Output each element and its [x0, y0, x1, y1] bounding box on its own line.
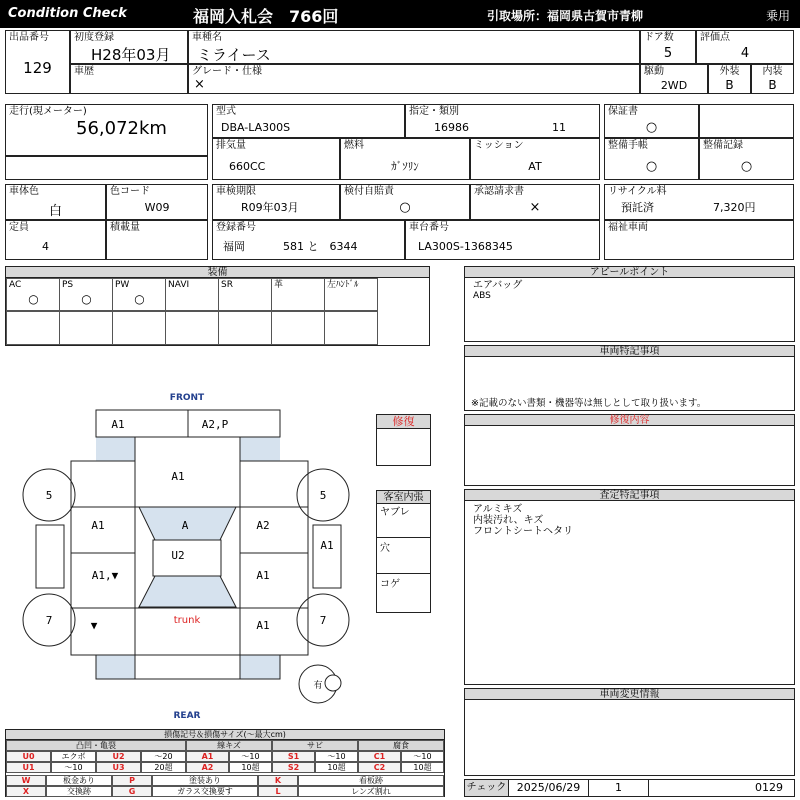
- check-lot: 0129: [755, 781, 783, 794]
- load-box: [106, 220, 208, 260]
- legend-cell: C1: [358, 751, 401, 762]
- color-code-label: 色コード: [110, 186, 150, 197]
- displacement-value: 660CC: [229, 160, 266, 173]
- legend-group-4: 腐食: [358, 740, 444, 751]
- legend-cell: 〜10: [51, 762, 96, 773]
- brand-label: Condition Check: [8, 6, 127, 21]
- category-label: 乗用: [766, 9, 791, 23]
- tire-fl: 5: [45, 489, 53, 502]
- legend-title: 損傷記号＆損傷サイズ(〜最大cm): [6, 730, 444, 740]
- spec-value: ×: [194, 77, 205, 92]
- designation-box: [405, 104, 600, 138]
- history-box: [70, 64, 188, 94]
- mark-sill-r: A1: [320, 539, 334, 552]
- warranty-extra: [699, 104, 794, 138]
- mission-value: AT: [528, 160, 542, 173]
- header-bar: [0, 0, 800, 28]
- legend-cell: 10超: [229, 762, 272, 773]
- legend-code-cell: 塗装あり: [152, 775, 258, 786]
- model-value: DBA-LA300S: [221, 121, 291, 134]
- first-reg-value: H28年03月: [91, 46, 171, 64]
- legend-cell: 10超: [315, 762, 358, 773]
- legend-code-cell: レンズ割れ: [298, 786, 444, 797]
- ext-label: 外装: [719, 66, 740, 77]
- equipment-label-1: AC: [9, 280, 22, 290]
- equipment-blank-2: [59, 311, 113, 345]
- fuel-value: ｶﾞｿﾘﾝ: [391, 160, 419, 173]
- drive-box: [640, 64, 708, 94]
- mark-q-r: A1: [256, 619, 270, 632]
- equipment-6: [271, 278, 325, 311]
- lot-number: 129: [23, 59, 52, 77]
- equipment-2: [59, 278, 113, 311]
- interior-title: 客室内張: [377, 491, 430, 504]
- class-number: 11: [552, 121, 566, 134]
- legend-cell: A2: [186, 762, 229, 773]
- grade-box: [696, 30, 794, 64]
- legend-cell: 10超: [401, 762, 444, 773]
- inspection-notes-title: 査定特記事項: [465, 490, 794, 501]
- equipment-3: [112, 278, 166, 311]
- appeal-line-1: エアバッグ: [473, 280, 523, 291]
- service-record-value: ○: [740, 159, 753, 174]
- service-book-box: [604, 138, 699, 180]
- mark-bumper-r: A2,P: [201, 418, 229, 431]
- auction-title: 福岡入札会 766回: [193, 7, 339, 26]
- model-box: [212, 104, 405, 138]
- legend-code-cell: L: [258, 786, 298, 797]
- spare-label: 有: [313, 681, 323, 691]
- mark-f-fender-l: A1: [91, 519, 105, 532]
- approval-box: [470, 184, 600, 220]
- approval-value: ×: [529, 200, 541, 215]
- load-label: 積載量: [110, 222, 140, 233]
- mileage-box: [5, 104, 208, 156]
- special-panel: [464, 345, 795, 411]
- inspection-box: [212, 184, 340, 220]
- equipment-1: [6, 278, 60, 311]
- color-code-value: W09: [144, 201, 170, 214]
- recycle-status: 預託済: [621, 201, 654, 214]
- legend-code-cell: 看板跡: [298, 775, 444, 786]
- interior-item-3: コゲ: [380, 579, 400, 590]
- equipment-value-1: ○: [28, 292, 39, 306]
- legend-cell: U0: [6, 751, 51, 762]
- tire-rl: 7: [45, 614, 53, 627]
- int-box: [751, 64, 794, 94]
- inspection-note-1: アルミキズ: [473, 504, 523, 515]
- legend-code-cell: G: [112, 786, 152, 797]
- recycle-box: [604, 184, 794, 220]
- legend-cell: S1: [272, 751, 315, 762]
- color-label: 車体色: [9, 186, 39, 197]
- displacement-label: 排気量: [216, 140, 246, 151]
- color-box: [5, 184, 106, 220]
- warranty-value: ○: [645, 120, 658, 135]
- equipment-blank-3: [112, 311, 166, 345]
- equipment-label-7: 左ﾊﾝﾄﾞﾙ: [327, 280, 359, 290]
- car-damage-diagram: [0, 380, 372, 725]
- int-value: B: [768, 78, 777, 92]
- int-label: 内装: [762, 66, 783, 77]
- service-book-label: 整備手帳: [608, 140, 648, 151]
- service-record-box: [699, 138, 794, 180]
- reg-no-box: [212, 220, 405, 260]
- fuel-label: 燃料: [344, 140, 364, 151]
- drive-value: 2WD: [660, 79, 688, 92]
- ext-box: [708, 64, 751, 94]
- reg-number: 581 と 6344: [283, 240, 358, 253]
- equipment-4: [165, 278, 219, 311]
- reg-area: 福岡: [223, 240, 245, 253]
- legend-code-cell: ガラス交換要す: [152, 786, 258, 797]
- recycle-label: リサイクル料: [608, 186, 667, 197]
- service-book-value: ○: [645, 159, 658, 174]
- legend-cell: 20超: [141, 762, 186, 773]
- legend-cell: エクボ: [51, 751, 96, 762]
- interior-item-2: 穴: [380, 543, 390, 554]
- equipment-panel: [5, 266, 430, 346]
- interior-panel: [376, 490, 431, 613]
- inspection-note-2: 内装汚れ、キズ: [473, 515, 544, 526]
- equipment-label-4: NAVI: [168, 280, 190, 290]
- first-reg-label: 初度登録: [74, 32, 114, 43]
- special-note: ※記載のない書類・機器等は無しとして取り扱います。: [471, 398, 707, 409]
- appeal-title: アピールポイント: [465, 267, 794, 278]
- legend-cell: 〜10: [229, 751, 272, 762]
- special-title: 車両特記事項: [465, 346, 794, 357]
- insurance-label: 検付自賠責: [344, 186, 394, 197]
- trunk-label: trunk: [173, 615, 201, 626]
- mission-box: [470, 138, 600, 180]
- warranty-box: [604, 104, 699, 138]
- inspection-notes-panel: [464, 489, 795, 685]
- mission-label: ミッション: [474, 140, 524, 151]
- interior-item-1: ヤブレ: [380, 507, 410, 518]
- repair-panel: [376, 414, 431, 466]
- legend-cell: A1: [186, 751, 229, 762]
- check-count: 1: [589, 780, 649, 796]
- designation-value: 16986: [434, 121, 469, 134]
- grade-label: 評価点: [700, 32, 730, 43]
- doors-value: 5: [663, 46, 673, 61]
- changes-panel: [464, 688, 795, 776]
- mark-roof: U2: [171, 549, 185, 562]
- model-label: 型式: [216, 106, 236, 117]
- equipment-blank-1: [6, 311, 60, 345]
- legend-group-3: サビ: [272, 740, 358, 751]
- doors-label: ドア数: [644, 32, 674, 43]
- lot-label: 出品番号: [9, 32, 49, 43]
- equipment-value-3: ○: [134, 292, 145, 306]
- tire-rr: 7: [319, 614, 327, 627]
- car-name-label: 車種名: [192, 32, 222, 43]
- legend-cell: 〜20: [141, 751, 186, 762]
- inspection-value: R09年03月: [241, 201, 299, 214]
- color-code-box: [106, 184, 208, 220]
- mark-r-door-l: A1,▼: [91, 569, 119, 582]
- legend-cell: U3: [96, 762, 141, 773]
- check-date: 2025/06/29: [509, 780, 589, 796]
- equipment-label-2: PS: [62, 280, 74, 290]
- capacity-label: 定員: [9, 222, 29, 233]
- legend-cell: 〜10: [401, 751, 444, 762]
- equipment-value-2: ○: [81, 292, 92, 306]
- legend-code-cell: W: [6, 775, 46, 786]
- lot-box: [5, 30, 70, 94]
- equipment-blank-7: [324, 311, 378, 345]
- chassis-label: 車台番号: [409, 222, 449, 233]
- check-label: チェック: [465, 780, 509, 796]
- first-reg-box: [70, 30, 188, 64]
- color-value: 白: [48, 204, 62, 219]
- legend-code-cell: P: [112, 775, 152, 786]
- mark-q-l: ▼: [90, 619, 98, 632]
- chassis-value: LA300S-1368345: [418, 240, 513, 253]
- recycle-fee: 7,320円: [713, 201, 756, 214]
- displacement-box: [212, 138, 340, 180]
- repair-content-title: 修復内容: [465, 415, 794, 426]
- grade-value: 4: [740, 46, 750, 61]
- designation-label: 指定・類別: [409, 106, 459, 117]
- spec-box: [188, 64, 640, 94]
- fuel-box: [340, 138, 470, 180]
- chassis-box: [405, 220, 600, 260]
- front-label: FRONT: [169, 393, 205, 403]
- approval-label: 承認請求書: [474, 186, 524, 197]
- equipment-blank-6: [271, 311, 325, 345]
- capacity-value: 4: [42, 240, 49, 253]
- inspection-label: 車検期限: [216, 186, 256, 197]
- tire-fr: 5: [319, 489, 327, 502]
- spec-label: グレード・仕様: [192, 66, 262, 77]
- welfare-box: [604, 220, 794, 260]
- car-name-value: ミライース: [197, 46, 271, 64]
- service-record-label: 整備記録: [703, 140, 743, 151]
- appeal-line-2: ABS: [473, 291, 491, 301]
- drive-label: 駆動: [644, 66, 664, 77]
- mark-bumper-l: A1: [111, 418, 125, 431]
- inspection-note-3: フロントシートヘタリ: [473, 526, 573, 537]
- equipment-title: 装備: [6, 267, 429, 278]
- doors-box: [640, 30, 696, 64]
- legend-code-cell: K: [258, 775, 298, 786]
- mileage-label: 走行(現メーター): [9, 106, 87, 117]
- ext-value: B: [725, 78, 734, 92]
- legend-group-1: 凸凹・亀裂: [6, 740, 186, 751]
- mark-r-door-r: A1: [256, 569, 270, 582]
- insurance-box: [340, 184, 470, 220]
- history-label: 車歴: [74, 66, 94, 77]
- welfare-label: 福祉車両: [608, 222, 648, 233]
- pickup-location: 引取場所：福岡県古賀市青柳: [487, 9, 644, 23]
- mileage-extra: [5, 156, 208, 180]
- equipment-blank-5: [218, 311, 272, 345]
- equipment-label-3: PW: [115, 280, 130, 290]
- repair-title: 修復: [377, 415, 430, 429]
- legend-panel: [5, 729, 445, 797]
- legend-code-cell: 交換跡: [46, 786, 112, 797]
- equipment-label-6: 革: [274, 280, 284, 290]
- rear-label: REAR: [173, 711, 201, 721]
- legend-cell: U1: [6, 762, 51, 773]
- reg-no-label: 登録番号: [216, 222, 256, 233]
- appeal-panel: [464, 266, 795, 342]
- warranty-label: 保証書: [608, 106, 638, 117]
- mileage-value: 56,072km: [76, 118, 167, 139]
- mark-f-fender-r: A2: [256, 519, 270, 532]
- legend-cell: 〜10: [315, 751, 358, 762]
- capacity-box: [5, 220, 106, 260]
- repair-content-panel: [464, 414, 795, 486]
- legend-cell: S2: [272, 762, 315, 773]
- insurance-value: ○: [399, 200, 411, 215]
- legend-group-2: 線キズ: [186, 740, 272, 751]
- legend-cell: C2: [358, 762, 401, 773]
- mark-windshield: A: [181, 519, 189, 532]
- legend-code-cell: 板金あり: [46, 775, 112, 786]
- equipment-blank-4: [165, 311, 219, 345]
- changes-title: 車両変更情報: [465, 689, 794, 700]
- mark-hood: A1: [171, 470, 185, 483]
- check-bar: [464, 779, 795, 797]
- equipment-label-5: SR: [221, 280, 233, 290]
- equipment-7: [324, 278, 378, 311]
- equipment-5: [218, 278, 272, 311]
- car-name-box: [188, 30, 640, 64]
- legend-cell: U2: [96, 751, 141, 762]
- legend-code-cell: X: [6, 786, 46, 797]
